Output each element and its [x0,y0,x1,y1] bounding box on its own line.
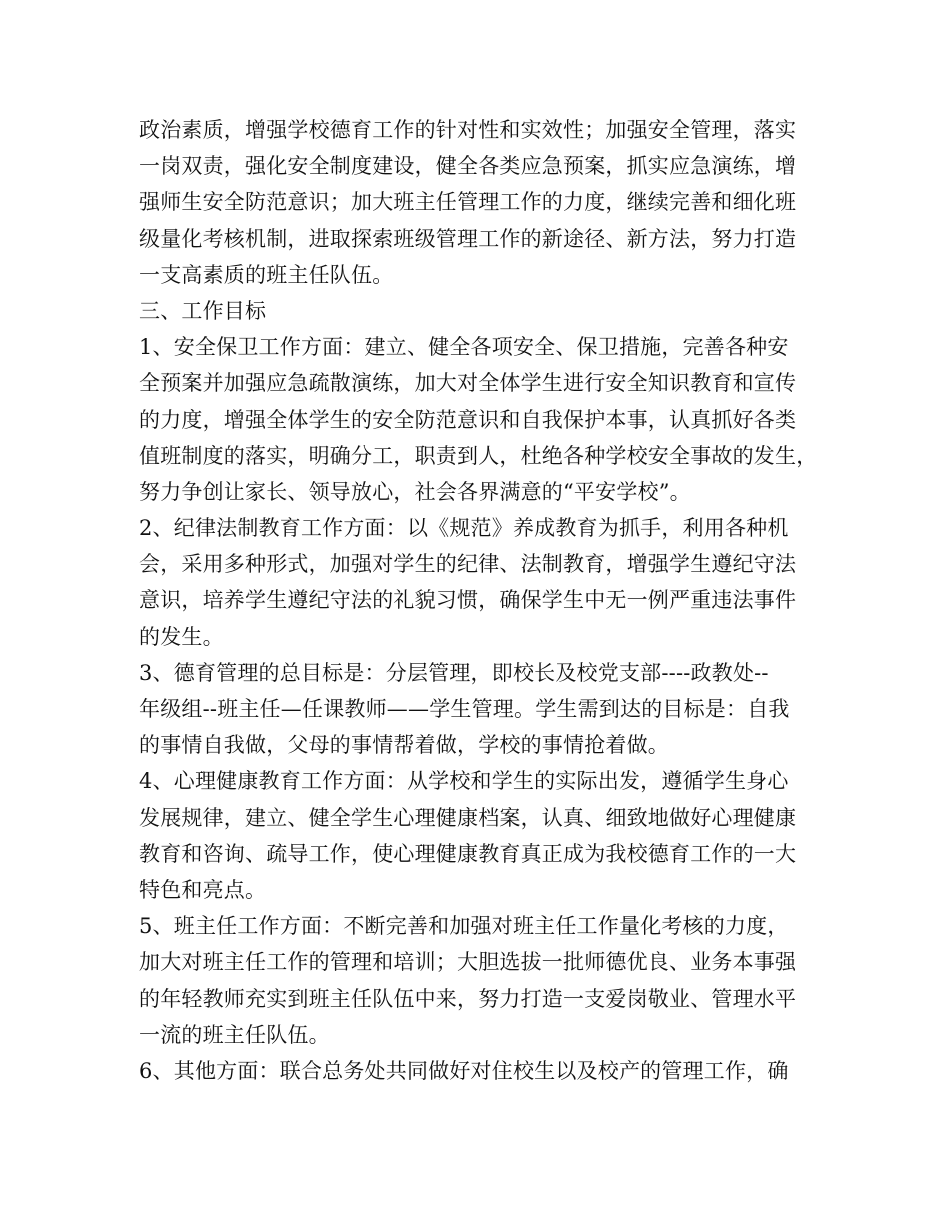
text-line: 年级组--班主任—任课教师——学生管理。学生需到达的目标是：自我 [139,697,790,721]
text-line: 4、心理健康教育工作方面：从学校和学生的实际出发，遵循学生身心 [139,769,789,794]
section-heading: 三、工作目标 [139,298,267,323]
text-line: 特色和亮点。 [139,877,267,902]
text-line: 强师生安全防范意识；加大班主任管理工作的力度，继续完善和细化班 [139,190,797,215]
text-line: 一岗双责，强化安全制度建设，健全各类应急预案，抓实应急演练，增 [139,154,797,179]
text-line: 值班制度的落实，明确分工，职责到人，杜绝各种学校安全事故的发生， [139,443,818,468]
text-line: 加大对班主任工作的管理和培训；大胆选拔一批师德优良、业务本事强 [139,950,797,975]
text-line: 全预案并加强应急疏散演练，加大对全体学生进行安全知识教育和宣传 [139,371,797,396]
text-line: 一流的班主任队伍。 [139,1022,330,1047]
text-line: 3、德育管理的总目标是：分层管理，即校长及校党支部----政教处-- [139,660,769,685]
document-page [139,112,819,1089]
text-line: 努力争创让家长、领导放心，社会各界满意的“平安学校”。 [139,479,691,504]
text-line: 发展规律，建立、健全学生心理健康档案，认真、细致地做好心理健康 [139,805,797,830]
text-line: 的力度，增强全体学生的安全防范意识和自我保护本事，认真抓好各类 [139,407,797,432]
text-line: 的发生。 [139,624,224,649]
text-line: 的事情自我做，父母的事情帮着做，学校的事情抢着做。 [139,733,669,758]
text-line: 5、班主任工作方面：不断完善和加强对班主任工作量化考核的力度， [139,914,789,939]
text-line: 2、纪律法制教育工作方面：以《规范》养成教育为抓手，利用各种机 [139,516,789,541]
text-line: 6、其他方面：联合总务处共同做好对住校生以及校产的管理工作，确 [139,1058,789,1083]
text-line: 教育和咨询、疏导工作，使心理健康教育真正成为我校德育工作的一大 [139,841,797,866]
text-line: 政治素质，增强学校德育工作的针对性和实效性；加强安全管理，落实 [139,118,797,142]
text-line: 会，采用多种形式，加强对学生的纪律、法制教育，增强学生遵纪守法 [139,552,797,577]
text-line: 级量化考核机制，进取探索班级管理工作的新途径、新方法，努力打造 [139,226,797,251]
text-line: 意识，培养学生遵纪守法的礼貌习惯，确保学生中无一例严重违法事件 [139,588,797,613]
text-line: 1、安全保卫工作方面：建立、健全各项安全、保卫措施，完善各种安 [139,335,789,360]
text-line: 一支高素质的班主任队伍。 [139,262,394,287]
text-line: 的年轻教师充实到班主任队伍中来，努力打造一支爱岗敬业、管理水平 [139,986,797,1011]
